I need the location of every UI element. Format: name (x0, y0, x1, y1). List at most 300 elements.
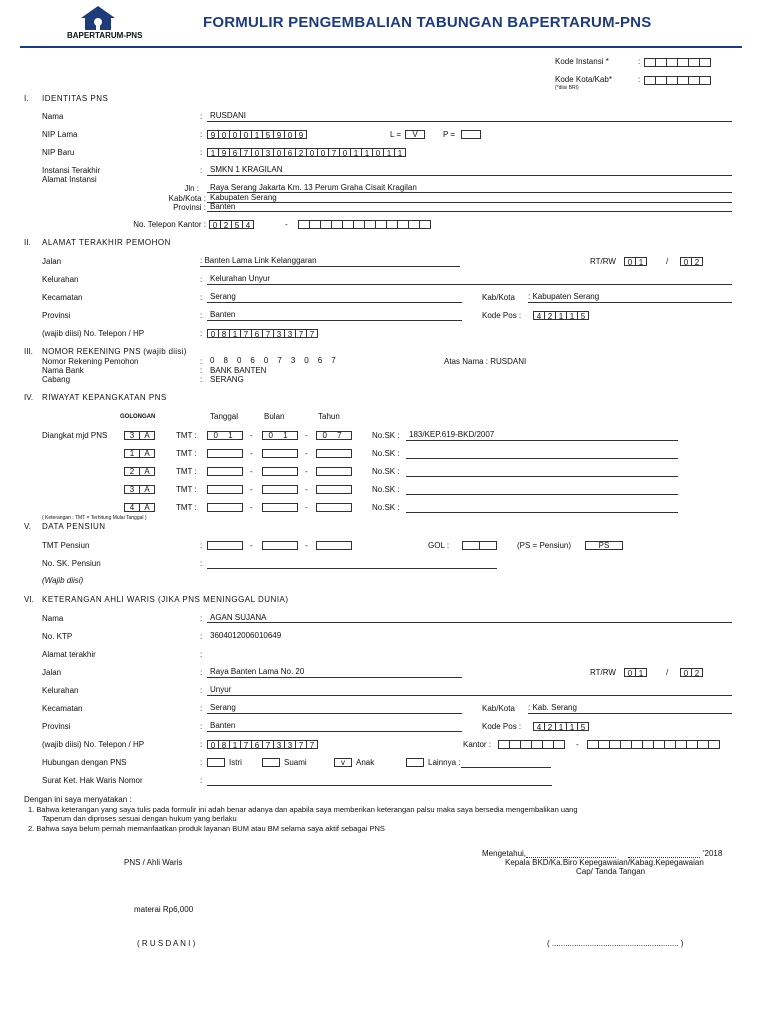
digit-box[interactable]: 2 (691, 257, 703, 266)
underline (207, 320, 462, 321)
section-title: ALAMAT TERAKHIR PEMOHON (42, 238, 171, 247)
underline (207, 785, 552, 786)
dash: - (305, 485, 308, 494)
slash: / (666, 257, 669, 266)
digit-box[interactable]: 1 (566, 311, 578, 320)
colon: : (200, 704, 203, 713)
kab-value[interactable]: : Kabupaten Serang (528, 292, 600, 301)
tgl-box[interactable]: 0 1 (207, 431, 243, 440)
kantor-boxes-2[interactable] (587, 740, 719, 749)
kab-label: Kab/Kota (482, 293, 515, 302)
digit-box[interactable]: 1 (383, 148, 395, 157)
tgl-box[interactable] (207, 503, 243, 512)
signature-name-left: ( R U S D A N I ) (137, 939, 196, 948)
golongan-box[interactable]: 3 (124, 485, 140, 494)
jalan-value[interactable]: : Banten Lama Link Kelanggaran (200, 256, 317, 265)
declaration-point-2: 2. Bahwa saya belum pernah memanfaatkan produk layanan BUM atau BM selama saya aktif sebagai PNS (28, 824, 385, 833)
digit-box[interactable]: 3 (284, 329, 296, 338)
section-number: IV. (24, 393, 34, 402)
tmt-label: TMT : (176, 503, 197, 512)
ps-label: (PS = Pensiun) (517, 541, 572, 550)
ktp-label: No. KTP (42, 632, 73, 641)
ktp-value[interactable]: 3604012006010649 (210, 631, 282, 640)
digit-box[interactable]: 0 (680, 257, 692, 266)
digit-box[interactable]: 0 (680, 668, 692, 677)
rekening-label: Nomor Rekening Pemohon (42, 357, 139, 366)
section-number: VI. (24, 595, 34, 604)
underline (528, 302, 732, 303)
kode-pos-boxes[interactable] (533, 311, 588, 320)
l-box[interactable]: V (405, 130, 425, 139)
digit-box[interactable]: 5 (577, 311, 589, 320)
colon: : (200, 293, 203, 302)
nip-baru-label: NIP Baru (42, 148, 75, 157)
lainnya-checkbox[interactable] (406, 758, 424, 767)
thn-box[interactable] (316, 485, 352, 494)
tmt-label: TMT : (176, 431, 197, 440)
underline (406, 476, 678, 477)
tmt-tgl-box[interactable] (207, 541, 243, 550)
ahli-kab-value[interactable]: : Kab. Serang (528, 703, 577, 712)
tmt-thn-box[interactable] (316, 541, 352, 550)
ahli-kecamatan-value[interactable]: Serang (210, 703, 236, 712)
nip-lama-label: NIP Lama (42, 130, 78, 139)
digit-box[interactable]: 1 (207, 148, 219, 157)
jln-label: Jln : (184, 184, 199, 193)
dash: - (250, 449, 253, 458)
digit-box[interactable]: 8 (218, 329, 230, 338)
golongan-box[interactable]: A (139, 467, 155, 476)
section-title: NOMOR REKENING PNS (wajib diisi) (42, 347, 187, 356)
colon: : (200, 668, 203, 677)
digit-box[interactable]: 3 (262, 148, 274, 157)
logo (78, 5, 118, 31)
digit-box[interactable]: 1 (555, 722, 567, 731)
provinsi-value[interactable]: Banten (210, 202, 236, 211)
house-logo-icon (78, 5, 118, 31)
digit-box[interactable]: 6 (284, 148, 296, 157)
underline (528, 713, 732, 714)
rw-boxes[interactable] (680, 257, 702, 266)
golongan-box[interactable]: A (139, 449, 155, 458)
digit-box[interactable]: 2 (691, 668, 703, 677)
suami-checkbox[interactable] (262, 758, 280, 767)
alamat-instansi-label: Alamat Instansi (42, 175, 97, 184)
materai-note: materai Rp6,000 (134, 905, 194, 914)
declaration-point-1-cont: Taperum dan diproses sesuai dengan hukum yang berlaku (42, 814, 237, 823)
page-title: FORMULIR PENGEMBALIAN TABUNGAN BAPERTARUM-PNS (203, 14, 652, 31)
section-title: DATA PENSIUN (42, 522, 106, 531)
underline (200, 266, 460, 267)
mengetahui: Mengetahui, (482, 849, 527, 858)
diangkat-label: Diangkat mjd PNS (42, 431, 108, 440)
tgl-box[interactable] (207, 485, 243, 494)
underline (207, 121, 732, 122)
dash: - (305, 503, 308, 512)
digit-box[interactable]: 0 (207, 329, 219, 338)
telepon-kantor-label: No. Telepon Kantor : (133, 220, 206, 229)
tahun-header: Tahun (318, 412, 340, 421)
colon: : (200, 166, 203, 175)
digit-box[interactable]: 6 (251, 329, 263, 338)
bulan-header: Bulan (264, 412, 285, 421)
digit-box[interactable]: 1 (635, 668, 647, 677)
digit-box[interactable]: 0 (240, 130, 252, 139)
kode-pos-label: Kode Pos : (482, 311, 522, 320)
hubungan-label: Hubungan dengan PNS (42, 758, 127, 767)
istri-label: Istri (229, 758, 242, 767)
kode-kota-label: Kode Kota/Kab* (555, 75, 612, 84)
colon: : (200, 740, 203, 749)
colon: : (200, 275, 203, 284)
digit-box[interactable]: 1 (251, 130, 263, 139)
thn-box[interactable] (316, 467, 352, 476)
colon: : (200, 541, 203, 550)
instansi-label: Instansi Terakhir (42, 166, 101, 175)
colon: : (200, 650, 203, 659)
ahli-telepon-label: (wajib diisi) No. Telepon / HP (42, 740, 145, 749)
colon: : (200, 329, 203, 338)
underline (461, 767, 551, 768)
digit-box[interactable]: 0 (209, 220, 221, 229)
digit-box[interactable]: 4 (242, 220, 254, 229)
wajib-note: (Wajib diisi) (42, 576, 84, 585)
bank-value[interactable]: BANK BANTEN (210, 366, 267, 375)
declaration-point-1: 1. Bahwa keterangan yang saya tulis pada formulir ini adah benar adanya dan apabila saya memberikan keterangan palsu maka saya bersedia mengembalikan uang (28, 805, 578, 814)
provinsi-label: Provinsi (42, 311, 71, 320)
digit-box[interactable]: 7 (262, 329, 274, 338)
underline (207, 622, 732, 623)
ahli-nama-value[interactable]: AGAN SUJANA (210, 613, 267, 622)
digit-box[interactable]: 1 (229, 329, 241, 338)
digit-box[interactable]: 1 (566, 722, 578, 731)
digit-box[interactable]: 9 (295, 130, 307, 139)
digit-box[interactable]: 0 (339, 148, 351, 157)
keterangan-note: ( Keterangan : TMT = Terhitung Mulai Tanggal ) (42, 515, 147, 521)
p-label: P = (443, 130, 456, 139)
digit-box[interactable]: 1 (635, 257, 647, 266)
underline (207, 568, 497, 569)
underline (207, 175, 732, 176)
bln-box[interactable] (262, 485, 298, 494)
declaration-intro: Dengan ini saya menyatakan : (24, 795, 132, 804)
telepon-boxes[interactable] (207, 329, 317, 338)
cabang-label: Cabang (42, 375, 71, 384)
telepon-kantor-boxes[interactable] (209, 220, 253, 229)
colon: : (200, 758, 203, 767)
cabang-value[interactable]: SERANG (210, 375, 244, 384)
section-number: V. (24, 522, 31, 531)
nosk-label: No.SK : (372, 431, 400, 440)
colon: : (200, 375, 203, 384)
istri-checkbox[interactable] (207, 758, 225, 767)
kantor-boxes[interactable] (498, 740, 564, 749)
nip-baru-boxes[interactable] (207, 148, 405, 157)
digit-box[interactable]: 4 (533, 722, 545, 731)
telepon-label: (wajib diisi) No. Telepon / HP (42, 329, 145, 338)
digit-box[interactable]: 0 (624, 668, 636, 677)
digit-box[interactable]: 7 (240, 740, 252, 749)
kab-label: Kab/Kota : (168, 194, 206, 203)
ahli-kab-label: Kab/Kota (482, 704, 515, 713)
slash: / (666, 668, 669, 677)
kode-instansi-label: Kode Instansi * (555, 57, 609, 66)
colon: : (200, 130, 203, 139)
digit-box[interactable]: 7 (240, 329, 252, 338)
digit-box[interactable]: 3 (284, 740, 296, 749)
golongan-box[interactable]: 3 (124, 431, 140, 440)
section-number: III. (24, 347, 33, 356)
digit-box[interactable]: 1 (350, 148, 362, 157)
year: '2018 (703, 849, 723, 858)
digit-box[interactable]: 0 (207, 740, 219, 749)
tmt-bln-box[interactable] (262, 541, 298, 550)
underline (207, 284, 732, 285)
kode-instansi-boxes[interactable] (644, 58, 710, 67)
digit-box[interactable]: 1 (394, 148, 406, 157)
kantor-label: Kantor : (463, 740, 492, 749)
digit-box[interactable]: 2 (544, 722, 556, 731)
underline (406, 440, 678, 441)
golongan-header: GOLONGAN (120, 414, 156, 420)
tmt-label: TMT : (176, 485, 197, 494)
digit-box[interactable]: 4 (533, 311, 545, 320)
underline (207, 192, 732, 193)
digit-box[interactable]: 9 (218, 148, 230, 157)
kelurahan-label: Kelurahan (42, 275, 79, 284)
digit-box[interactable]: 8 (218, 740, 230, 749)
dash: - (250, 541, 253, 550)
anak-checkbox[interactable]: v (334, 758, 352, 767)
section-title: RIWAYAT KEPANGKATAN PNS (42, 393, 167, 402)
tmt-label: TMT : (176, 449, 197, 458)
colon: : (200, 357, 203, 366)
ahli-kode-pos-boxes[interactable] (533, 722, 588, 731)
dash: - (250, 467, 253, 476)
underline (406, 458, 678, 459)
digit-box[interactable]: 2 (544, 311, 556, 320)
jln-value[interactable]: Raya Serang Jakarta Km. 13 Perum Graha Cisait Kragilan (210, 183, 417, 192)
colon: : (200, 614, 203, 623)
digit-box[interactable]: 0 (306, 148, 318, 157)
tgl-box[interactable] (207, 467, 243, 476)
colon: : (200, 366, 203, 375)
digit-box[interactable]: 5 (231, 220, 243, 229)
p-box[interactable] (461, 130, 481, 139)
tanggal-header: Tanggal (210, 412, 239, 421)
kecamatan-label: Kecamatan (42, 293, 83, 302)
digit-box[interactable]: 3 (273, 329, 285, 338)
diisi-bri-note: (*diisi BRI) (555, 85, 579, 91)
bln-box[interactable]: 0 1 (262, 431, 298, 440)
golongan-box[interactable]: A (139, 503, 155, 512)
bln-box[interactable] (262, 467, 298, 476)
section-title: IDENTITAS PNS (42, 94, 109, 103)
thn-box[interactable] (316, 503, 352, 512)
bln-box[interactable] (262, 449, 298, 458)
dash: - (250, 485, 253, 494)
digit-box[interactable]: 0 (251, 148, 263, 157)
underline (207, 713, 462, 714)
digit-box[interactable]: 0 (624, 257, 636, 266)
kepala-title: Kepala BKD/Ka.Biro Kepegawaian/Kabag.Kepegawaian (505, 858, 704, 867)
nosk-label: No.SK : (372, 485, 400, 494)
gol-label: GOL : (428, 541, 450, 550)
gol-boxes[interactable] (462, 541, 496, 550)
digit-box[interactable]: 7 (295, 329, 307, 338)
digit-box[interactable]: 1 (361, 148, 373, 157)
l-label: L = (390, 130, 402, 139)
nosk-label: No.SK : (372, 449, 400, 458)
pns-ahli-waris: PNS / Ahli Waris (124, 858, 183, 867)
kab-value[interactable]: Kabupaten Serang (210, 193, 277, 202)
golongan-box[interactable]: 2 (124, 467, 140, 476)
signature-name-right: ( ......................................................... ) (547, 939, 684, 948)
provinsi-label: Provinsi : (173, 203, 206, 212)
digit-box[interactable]: 3 (273, 740, 285, 749)
dash: - (305, 431, 308, 440)
alamat-terakhir-label: Alamat terakhir (42, 650, 96, 659)
digit-box[interactable]: 1 (555, 311, 567, 320)
golongan-box[interactable]: 4 (124, 503, 140, 512)
kelurahan-value[interactable]: Kelurahan Unyur (210, 274, 271, 283)
telepon-kantor-boxes-2[interactable] (298, 220, 430, 229)
digit-box[interactable]: 2 (220, 220, 232, 229)
jalan-label: Jalan (42, 257, 62, 266)
digit-box[interactable]: 0 (317, 148, 329, 157)
cap-note: Cap/ Tanda Tangan (576, 867, 646, 876)
underline (406, 494, 678, 495)
thn-box[interactable]: 0 7 (316, 431, 352, 440)
rtrw-label: RT/RW (590, 668, 616, 677)
underline (406, 512, 678, 513)
rw-boxes[interactable] (680, 668, 702, 677)
ahli-kelurahan-label: Kelurahan (42, 686, 79, 695)
underline (207, 211, 732, 212)
digit-box[interactable]: 6 (251, 740, 263, 749)
digit-box[interactable]: 0 (273, 148, 285, 157)
dash: - (305, 467, 308, 476)
instansi-value[interactable]: SMKN 1 KRAGILAN (210, 165, 283, 174)
digit-box[interactable]: 7 (240, 148, 252, 157)
ahli-jalan-value[interactable]: Raya Banten Lama No. 20 (210, 667, 305, 676)
nama-label: Nama (42, 112, 64, 121)
digit-box[interactable]: 7 (306, 740, 318, 749)
nosk-label: No.SK : (372, 503, 400, 512)
provinsi-value[interactable]: Banten (210, 310, 236, 319)
nama-value[interactable]: RUSDANI (210, 111, 247, 120)
thn-box[interactable] (316, 449, 352, 458)
dash: - (305, 449, 308, 458)
underline (207, 731, 462, 732)
colon: : (200, 722, 203, 731)
sk-pensiun-label: No. SK. Pensiun (42, 559, 101, 568)
rekening-value[interactable]: 0 8 0 6 0 7 3 0 6 7 (210, 356, 340, 365)
nip-lama-boxes[interactable] (207, 130, 306, 139)
digit-box[interactable]: 5 (577, 722, 589, 731)
tmt-label: TMT : (176, 467, 197, 476)
underline (207, 695, 732, 696)
dash: - (250, 503, 253, 512)
colon: : (200, 559, 203, 568)
digit-box[interactable]: 0 (218, 130, 230, 139)
ahli-kelurahan-value[interactable]: Unyur (210, 685, 232, 694)
colon: : (200, 632, 203, 641)
ahli-provinsi-value[interactable]: Banten (210, 721, 236, 730)
digit-box[interactable]: 0 (284, 130, 296, 139)
section-title: KETERANGAN AHLI WARIS (JIKA PNS MENINGGAL DUNIA) (42, 595, 289, 604)
ps-box[interactable]: PS (585, 541, 623, 550)
digit-box[interactable]: 0 (229, 130, 241, 139)
rt-boxes[interactable] (624, 257, 646, 266)
lainnya-label: Lainnya : (428, 758, 461, 767)
golongan-box[interactable]: A (139, 431, 155, 440)
digit-box[interactable]: 2 (295, 148, 307, 157)
header-divider (20, 46, 742, 48)
tgl-box[interactable] (207, 449, 243, 458)
rtrw-label: RT/RW (590, 257, 616, 266)
section-number: I. (24, 94, 29, 103)
underline (207, 677, 462, 678)
section-number: II. (24, 238, 31, 247)
ahli-kode-pos-label: Kode Pos : (482, 722, 522, 731)
dash: - (285, 220, 288, 229)
colon: : (200, 776, 203, 785)
colon: : (638, 57, 641, 66)
kode-kota-boxes[interactable] (644, 76, 710, 85)
digit-box[interactable]: 7 (295, 740, 307, 749)
bln-box[interactable] (262, 503, 298, 512)
kecamatan-value[interactable]: Serang (210, 292, 236, 301)
digit-box[interactable]: 7 (306, 329, 318, 338)
colon: : (200, 686, 203, 695)
suami-label: Suami (284, 758, 307, 767)
bank-label: Nama Bank (42, 366, 84, 375)
digit-box[interactable]: 5 (262, 130, 274, 139)
colon: : (638, 75, 641, 84)
nosk-label: No.SK : (372, 467, 400, 476)
golongan-box[interactable]: 1 (124, 449, 140, 458)
digit-box[interactable]: 7 (262, 740, 274, 749)
tmt-pensiun-label: TMT Pensiun (42, 541, 90, 550)
colon: : (200, 112, 203, 121)
digit-box[interactable]: 9 (207, 130, 219, 139)
digit-box[interactable]: 1 (229, 740, 241, 749)
golongan-box[interactable]: A (139, 485, 155, 494)
colon: : (200, 148, 203, 157)
colon: : (200, 311, 203, 320)
underline (207, 302, 462, 303)
ahli-provinsi-label: Provinsi (42, 722, 71, 731)
logo-text: BAPERTARUM-PNS (67, 31, 143, 40)
surat-label: Surat Ket. Hak Waris Nomor (42, 776, 143, 785)
atas-nama: Atas Nama : RUSDANI (444, 357, 527, 366)
dash: - (250, 431, 253, 440)
underline (207, 202, 732, 203)
dash: - (305, 541, 308, 550)
digit-box[interactable]: 0 (372, 148, 384, 157)
ahli-kecamatan-label: Kecamatan (42, 704, 83, 713)
digit-box[interactable]: 7 (328, 148, 340, 157)
ahli-telepon-boxes[interactable] (207, 740, 317, 749)
rt-boxes[interactable] (624, 668, 646, 677)
digit-box[interactable]: 9 (273, 130, 285, 139)
digit-box[interactable]: 6 (229, 148, 241, 157)
nosk-value[interactable]: 183/KEP.619-BKD/2007 (409, 430, 495, 439)
anak-label: Anak (356, 758, 375, 767)
dash: - (576, 740, 579, 749)
ahli-jalan-label: Jalan (42, 668, 62, 677)
